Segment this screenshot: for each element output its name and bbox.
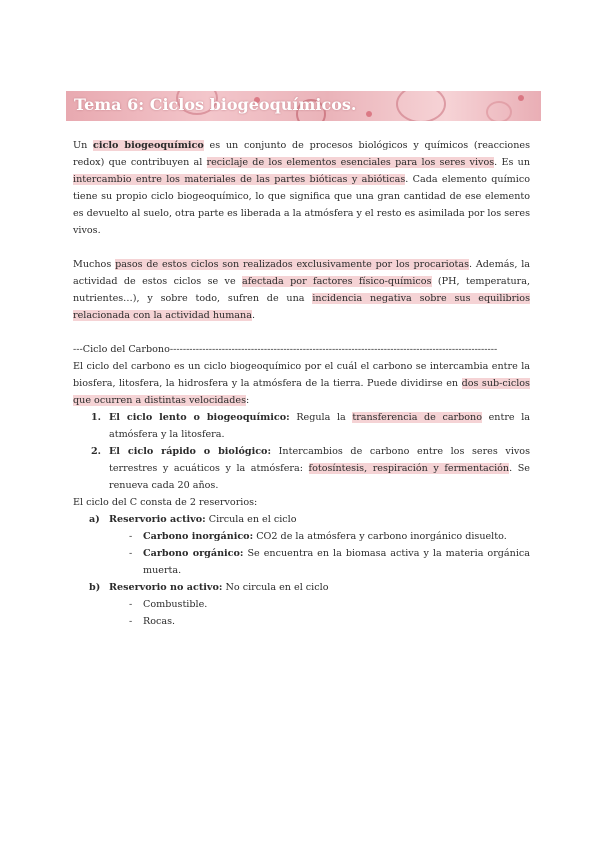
title-banner <box>66 91 541 121</box>
paragraph-intro: Un ciclo biogeoquímico es un conjunto de procesos biológicos y químicos (reacciones redox) que contribuyen al reciclaje de los elementos esenciales para los seres vivos. Es un intercambio entre los materiales de las partes bióticas y abióticas. Cada elemento químico tiene su propio ciclo biogeoquímico, lo que significa que una gran cantidad de ese elemento es devuelto al suelo, otra parte es liberada a la atmósfera y el resto es asimilada por los seres vivos. <box>73 140 530 236</box>
section-heading-carbono: ---Ciclo del Carbono----------------------------------------------------------------------------------------------------- <box>73 344 498 355</box>
list-item: - Carbono orgánico: Se encuentra en la biomasa activa y la materia orgánica muerta. <box>129 548 530 576</box>
banner-decoration <box>486 101 512 121</box>
paragraph-procariotas: Muchos pasos de estos ciclos son realizados exclusivamente por los procariotas. Además, la actividad de estos ciclos se ve afectada por factores físico-químicos (PH, temperatura, nutrientes…), y sobre todo, sufren de una incidencia negativa sobre sus equilibrios relacionada con la actividad humana. <box>73 259 531 321</box>
list-item: - Carbono inorgánico: CO2 de la atmósfera y carbono inorgánico disuelto. <box>129 531 507 542</box>
list-item: b) Reservorio no activo: No circula en el ciclo <box>89 582 329 593</box>
reservoirs-intro: El ciclo del C consta de 2 reservorios: <box>73 497 258 508</box>
banner-dot <box>518 95 524 101</box>
list-item: - Combustible. <box>129 599 208 610</box>
reservoir-list <box>73 511 530 630</box>
banner-decoration <box>396 91 446 121</box>
document-body <box>73 137 530 630</box>
page-title: Tema 6: Ciclos biogeoquímicos. <box>74 95 357 114</box>
list-item: - Rocas. <box>129 616 176 627</box>
subcycle-list <box>73 409 530 494</box>
list-item: 1. El ciclo lento o biogeoquímico: Regula la transferencia de carbono entre la atmósfera y la litosfera. <box>91 412 530 440</box>
list-item: 2. El ciclo rápido o biológico: Intercambios de carbono entre los seres vivos terrestres y acuáticos y la atmósfera: fotosíntesis, respiración y fermentación. Se renueva cada 20 años. <box>91 446 531 491</box>
banner-dot <box>366 111 372 117</box>
paragraph-carbono: El ciclo del carbono es un ciclo biogeoquímico por el cuál el carbono se intercambia entre la biosfera, litosfera, la hidrosfera y la atmósfera de la tierra. Puede dividirse en dos sub-ciclos que ocurren a distintas velocidades: <box>73 361 530 406</box>
list-item: a) Reservorio activo: Circula en el ciclo <box>89 514 297 525</box>
